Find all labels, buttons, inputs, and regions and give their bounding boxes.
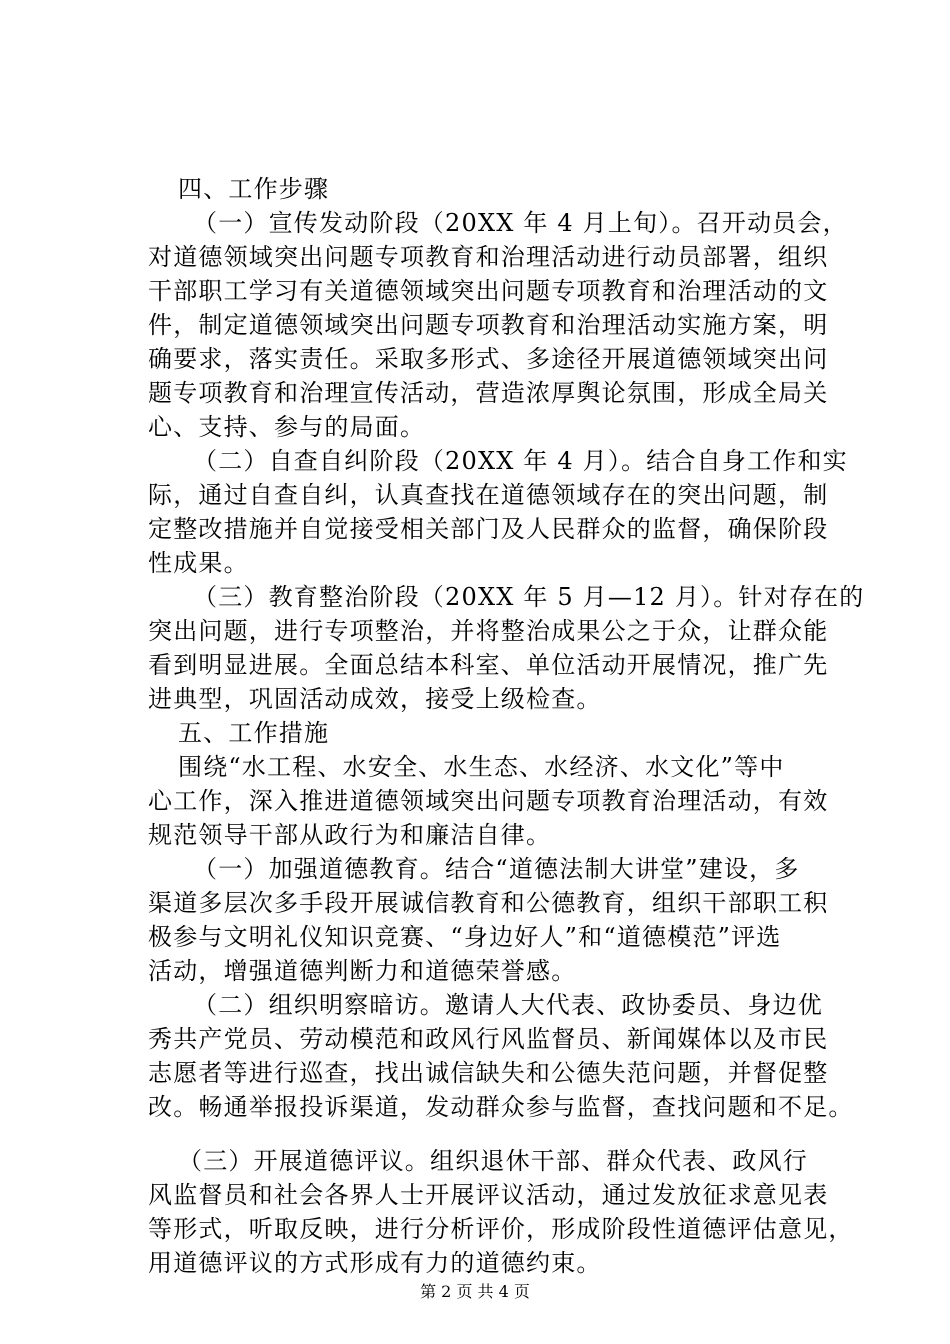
paragraph-line: 用道德评议的方式形成有力的道德约束。 <box>148 1249 602 1277</box>
paragraph-line: 活动，增强道德判断力和道德荣誉感。 <box>148 957 577 985</box>
paragraph-line: 对道德领域突出问题专项教育和治理活动进行动员部署，组织 <box>148 243 829 271</box>
paragraph-line: 进典型，巩固活动成效，接受上级检查。 <box>148 685 602 713</box>
paragraph-line: 极参与文明礼仪知识竞赛、“身边好人”和“道德模范”评选 <box>148 923 782 951</box>
page-number-label: 第 2 页 共 4 页 <box>420 1282 530 1301</box>
paragraph-line: 性成果。 <box>148 549 249 577</box>
paragraph-line: 心工作，深入推进道德领域突出问题专项教育治理活动，有效 <box>148 787 829 815</box>
paragraph-line: （三）教育整治阶段（20XX 年 5 月—12 月）。针对存在的 <box>193 583 865 611</box>
paragraph-line: 等形式，听取反映，进行分析评价，形成阶段性道德评估意见， <box>148 1215 854 1243</box>
paragraph-line: 突出问题，进行专项整治，并将整治成果公之于众，让群众能 <box>148 617 829 645</box>
paragraph-line: 际，通过自查自纠，认真查找在道德领域存在的突出问题，制 <box>148 481 829 509</box>
paragraph-line: 干部职工学习有关道德领域突出问题专项教育和治理活动的文 <box>148 277 829 305</box>
paragraph-line: （二）组织明察暗访。邀请人大代表、政协委员、身边优 <box>193 991 823 1019</box>
paragraph-line: （一）加强道德教育。结合“道德法制大讲堂”建设，多 <box>193 855 800 883</box>
section-heading-work-steps: 四、工作步骤 <box>178 175 330 203</box>
paragraph-line: 风监督员和社会各界人士开展评议活动，通过发放征求意见表 <box>148 1181 829 1209</box>
paragraph-line: 件，制定道德领域突出问题专项教育和治理活动实施方案，明 <box>148 311 829 339</box>
paragraph-line: 改。畅通举报投诉渠道，发动群众参与监督，查找问题和不足。 <box>148 1093 854 1121</box>
page-footer <box>0 1282 950 1302</box>
paragraph-line: 围绕“水工程、水安全、水生态、水经济、水文化”等中 <box>178 753 785 781</box>
paragraph-line: 志愿者等进行巡查，找出诚信缺失和公德失范问题，并督促整 <box>148 1059 829 1087</box>
paragraph-line: （二）自查自纠阶段（20XX 年 4 月）。结合自身工作和实 <box>193 447 848 475</box>
section-heading-work-measures: 五、工作措施 <box>178 719 330 747</box>
paragraph-line: 看到明显进展。全面总结本科室、单位活动开展情况，推广先 <box>148 651 829 679</box>
paragraph-line: 确要求，落实责任。采取多形式、多途径开展道德领域突出问 <box>148 345 829 373</box>
paragraph-line: （三）开展道德评议。组织退休干部、群众代表、政风行 <box>178 1147 808 1175</box>
paragraph-line: 定整改措施并自觉接受相关部门及人民群众的监督，确保阶段 <box>148 515 829 543</box>
paragraph-line: 秀共产党员、劳动模范和政风行风监督员、新闻媒体以及市民 <box>148 1025 829 1053</box>
paragraph-line: 规范领导干部从政行为和廉洁自律。 <box>148 821 552 849</box>
paragraph-line: 题专项教育和治理宣传活动，营造浓厚舆论氛围，形成全局关 <box>148 379 829 407</box>
paragraph-line: （一）宣传发动阶段（20XX 年 4 月上旬）。召开动员会， <box>193 209 848 237</box>
paragraph-line: 心、支持、参与的局面。 <box>148 413 426 441</box>
paragraph-line: 渠道多层次多手段开展诚信教育和公德教育，组织干部职工积 <box>148 889 829 917</box>
